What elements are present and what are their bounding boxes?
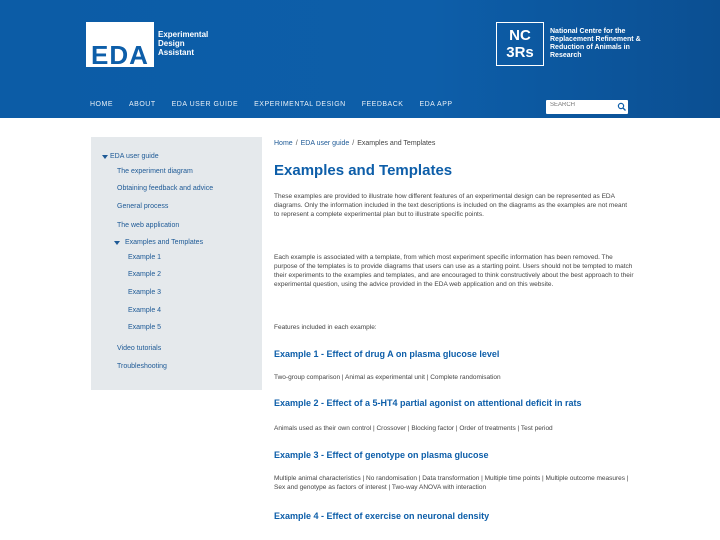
example-3-title[interactable]: Example 3 - Effect of genotype on plasma glucose <box>274 450 489 460</box>
sidebar-item-troubleshooting[interactable]: Troubleshooting <box>117 363 167 370</box>
nav-home[interactable]: HOME <box>90 101 113 108</box>
main-nav <box>90 101 453 108</box>
templates-paragraph: Each example is associated with a template, from which most experiment specific information has been removed. The purpose of the templates is to provide diagrams that users can use as a starting point. Users should not be tempted to match their experiments to the examples and templates, and are encouraged to think constructively about the best approach to their experimental question, using the advice provided in the EDA web application and on this website. <box>274 254 634 289</box>
breadcrumb-separator: / <box>352 140 355 147</box>
example-2-title-text: Example 2 - Effect of a 5-HT4 partial agonist on attentional deficit in rats <box>274 398 582 408</box>
example-1-title[interactable]: Example 1 - Effect of drug A on plasma glucose level <box>274 349 500 359</box>
intro-paragraph: These examples are provided to illustrate how different features of an experimental design can be represented as EDA diagrams. Only the information included in the text descriptions is included on the diagrams as the examples are not meant to represent a complete experimental plan but to illustrate specific points. <box>274 193 627 219</box>
nc3rs-caption: National Centre for the Replacement Refinement & Reduction of Animals in Research <box>550 28 641 59</box>
sidebar-item-web-application[interactable]: The web application <box>117 222 180 229</box>
sidebar-item-video-tutorials[interactable]: Video tutorials <box>117 345 162 352</box>
nc3rs-logo[interactable] <box>496 22 544 66</box>
sidebar-item-example-5[interactable]: Example 5 <box>128 324 162 331</box>
example-4-title[interactable]: Example 4 - Effect of exercise on neuronal density <box>274 511 490 521</box>
page-title: Examples and Templates <box>274 162 453 179</box>
nav-feedback[interactable]: FEEDBACK <box>361 101 404 108</box>
sidebar-item-experiment-diagram[interactable]: The experiment diagram <box>117 168 193 175</box>
search-input[interactable] <box>550 102 612 108</box>
features-heading: Features included in each example: <box>274 324 377 331</box>
eda-logo-caption: Experimental Design Assistant <box>158 30 209 57</box>
breadcrumb-home[interactable]: Home <box>274 140 293 147</box>
breadcrumb-eda-user-guide[interactable]: EDA user guide <box>300 140 350 147</box>
sidebar-item-example-2[interactable]: Example 2 <box>128 271 162 278</box>
eda-logo-text[interactable]: EDA <box>91 40 149 70</box>
nav-about[interactable]: ABOUT <box>129 101 156 108</box>
sidebar-item-examples-templates[interactable]: Examples and Templates <box>125 239 204 246</box>
chevron-down-icon[interactable] <box>114 241 120 245</box>
example-3-tags: Multiple animal characteristics | No randomisation | Data transformation | Multiple time points | Multiple outcome measures | Sex and genotype as factors of interest | Two-way ANOVA with interaction <box>274 475 629 491</box>
sidebar-item-example-4[interactable]: Example 4 <box>128 307 162 314</box>
sidebar-item-feedback-advice[interactable]: Obtaining feedback and advice <box>117 185 214 192</box>
nc3rs-logo-line2: 3Rs <box>506 44 534 61</box>
breadcrumb-current: Examples and Templates <box>357 140 436 147</box>
sidebar-item-example-1[interactable]: Example 1 <box>128 254 162 261</box>
nav-eda-app[interactable]: EDA APP <box>419 101 453 108</box>
nav-eda-user-guide[interactable]: EDA USER GUIDE <box>171 101 239 108</box>
sidebar-item-general-process[interactable]: General process <box>117 203 169 210</box>
breadcrumb <box>274 140 435 147</box>
sidebar-item-example-3[interactable]: Example 3 <box>128 289 162 296</box>
example-1-tags: Two-group comparison | Animal as experimental unit | Complete randomisation <box>274 374 501 381</box>
chevron-down-icon[interactable] <box>102 155 108 159</box>
sidebar-item-eda-user-guide[interactable]: EDA user guide <box>110 153 159 160</box>
nav-experimental-design[interactable]: EXPERIMENTAL DESIGN <box>254 101 346 108</box>
nc3rs-logo-line1: NC <box>509 27 531 44</box>
breadcrumb-separator: / <box>295 140 298 147</box>
search-icon[interactable] <box>617 101 627 113</box>
example-2-title[interactable] <box>274 398 582 408</box>
example-2-tags: Animals used as their own control | Crossover | Blocking factor | Order of treatments | Test period <box>274 425 553 432</box>
